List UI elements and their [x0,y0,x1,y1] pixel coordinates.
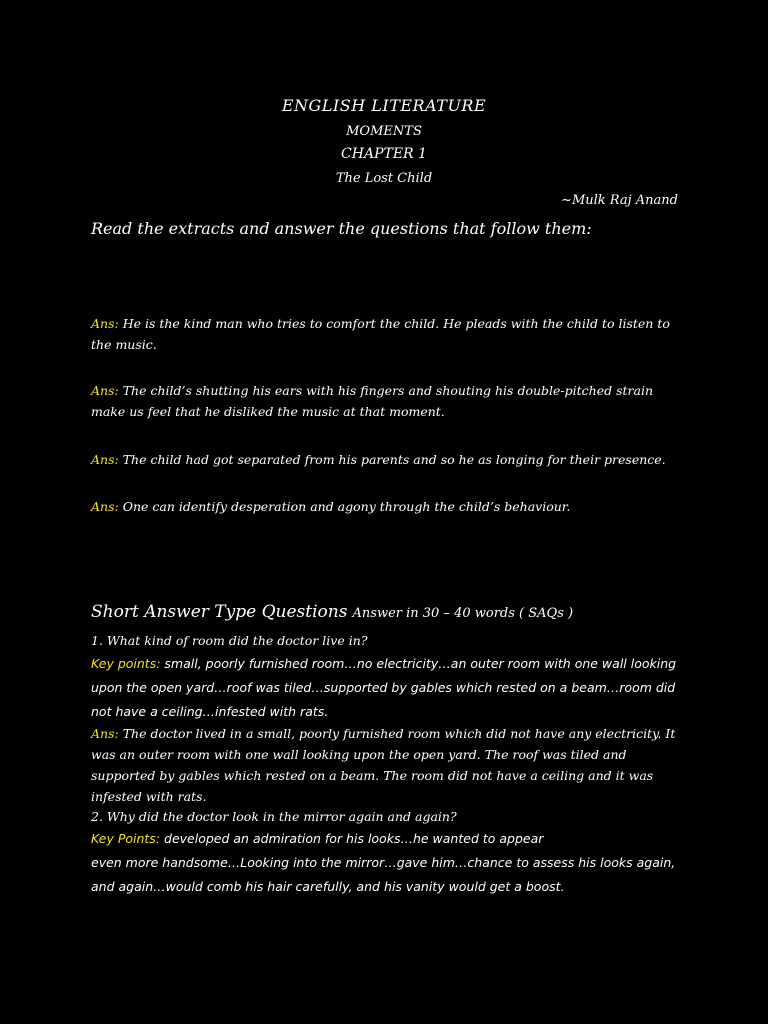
chapter-title: CHAPTER 1 [341,146,427,162]
key-points-2 [91,827,691,851]
key-points-2-continued: even more handsome…Looking into the mirror…gave him…chance to assess his looks again, and again…would comb his hair carefully, and his vanity would get a boost. [91,855,676,894]
key-points-label: Key Points: [91,831,161,846]
key-points-text: small, poorly furnished room…no electricity…an outer room with one wall looking upon the open yard…roof was tiled…supported by gables which rested on a beam…room did not have a ceiling…infested with rats. [91,656,677,719]
saq-subheading: Answer in 30 – 40 words ( SAQs ) [352,606,574,621]
answer-text: The child’s shutting his ears with his fingers and shouting his double-pitched strain make us feel that he disliked the music at that moment. [91,383,654,419]
key-points-1 [91,652,691,724]
answer-text: One can identify desperation and agony through the child’s behaviour. [122,499,571,514]
author-name: ~Mulk Raj Anand [561,193,678,208]
answer-block [91,496,681,517]
answer-1 [91,723,681,807]
answer-text: He is the kind man who tries to comfort the child. He pleads with the child to listen to the music. [91,316,670,352]
answer-block [91,449,681,470]
key-points-label: Key points: [91,656,161,671]
book-title: MOMENTS [346,124,422,139]
answer-text: The child had got separated from his parents and so he as longing for their presence. [122,452,666,467]
saq-heading-row [91,602,573,622]
question-2: 2. Why did the doctor look in the mirror again and again? [91,809,457,824]
answer-block [91,380,681,422]
answer-label: Ans: [91,726,119,741]
answer-label: Ans: [91,499,119,514]
saq-heading: Short Answer Type Questions [91,602,348,622]
answer-label: Ans: [91,383,119,398]
story-title: The Lost Child [335,171,433,186]
answer-block [91,313,681,355]
question-1: 1. What kind of room did the doctor live in? [91,633,368,648]
key-points-text: developed an admiration for his looks…he wanted to appear [164,831,544,846]
answer-label: Ans: [91,316,119,331]
instruction-heading: Read the extracts and answer the questions that follow them: [91,219,592,238]
page-title: ENGLISH LITERATURE [281,96,487,115]
answer-text: The doctor lived in a small, poorly furnished room which did not have any electricity. It was an outer room with one wall looking upon the open yard. The roof was tiled and supported by gables which rested on a beam. The room did not have a ceiling and it was infested with rats. [91,726,676,804]
answer-label: Ans: [91,452,119,467]
